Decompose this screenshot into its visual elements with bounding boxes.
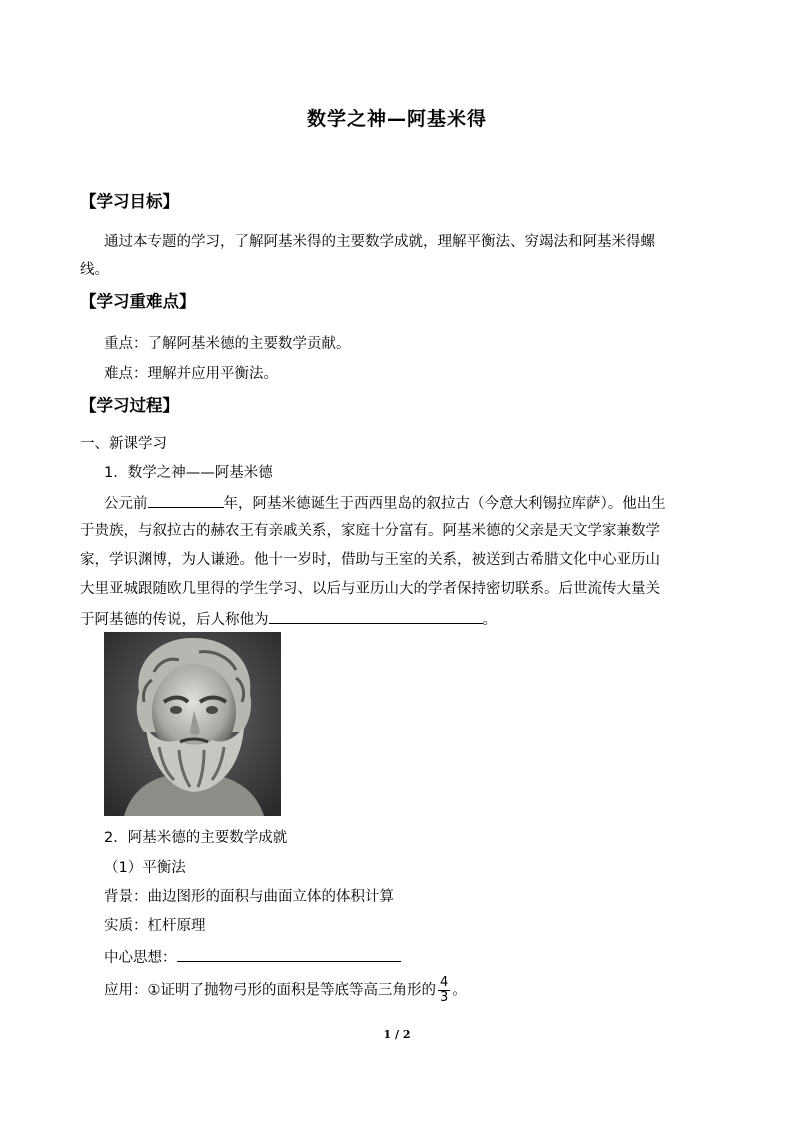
paragraph-line-5-start: 于阿基德的传说，后人称他为 (80, 612, 269, 628)
year-blank[interactable] (148, 492, 224, 508)
section-process: 【学习过程】 (80, 396, 179, 415)
part-one-heading: 一、新课学习 (80, 436, 167, 452)
section-keypoints: 【学习重难点】 (80, 292, 196, 311)
central-idea-blank[interactable] (177, 946, 401, 962)
archimedes-portrait (104, 632, 281, 816)
paragraph-line-1 (104, 492, 666, 514)
paragraph-line-5-end: 。 (482, 612, 497, 628)
fraction-numerator: 4 (440, 975, 449, 990)
objectives-line-1: 通过本专题的学习，了解阿基米得的主要数学成就，理解平衡法、穷竭法和阿基米得螺 (104, 234, 655, 250)
application-end: 。 (452, 982, 467, 999)
paragraph-line-2: 于贵族，与叙拉古的赫农王有亲戚关系，家庭十分富有。阿基米德的父亲是天文学家兼数学 (80, 523, 660, 539)
item-two-heading: 2．阿基米德的主要数学成就 (104, 830, 288, 846)
paragraph-line-1-end: 年，阿基米德诞生于西西里岛的叙拉古（今意大利锡拉库萨）。他出生 (223, 496, 666, 512)
essence-line: 实质：杠杆原理 (104, 918, 206, 934)
application-line (104, 976, 467, 1005)
paragraph-line-5 (80, 608, 497, 630)
paragraph-line-1-start: 公元前 (104, 496, 148, 512)
paragraph-line-3: 家，学识渊博，为人谦逊。他十一岁时，借助与王室的关系，被送到古希腊文化中心亚历山 (80, 552, 660, 568)
section-objectives: 【学习目标】 (80, 192, 179, 211)
keypoint-key: 重点：了解阿基米德的主要数学贡献。 (104, 336, 351, 352)
page-number: 1 / 2 (383, 1028, 411, 1041)
fraction-denominator: 3 (440, 990, 449, 1005)
title-blank[interactable] (269, 608, 483, 624)
item-one-heading: 1．数学之神——阿基米德 (104, 465, 273, 481)
page-title: 数学之神—阿基米得 (306, 108, 487, 130)
keypoint-difficult: 难点：理解并应用平衡法。 (104, 366, 278, 382)
fraction-four-thirds (438, 976, 450, 1005)
application-text: 应用：①证明了抛物弓形的面积是等底等高三角形的 (104, 982, 436, 999)
central-idea-line (104, 946, 401, 968)
background-line: 背景：曲边图形的面积与曲面立体的体积计算 (104, 889, 394, 905)
paragraph-line-4: 大里亚城跟随欧几里得的学生学习、以后与亚历山大的学者保持密切联系。后世流传大量关 (80, 581, 660, 597)
sub-one-heading: （1）平衡法 (104, 860, 186, 876)
central-idea-label: 中心思想： (104, 950, 177, 966)
objectives-line-2: 线。 (80, 262, 109, 278)
